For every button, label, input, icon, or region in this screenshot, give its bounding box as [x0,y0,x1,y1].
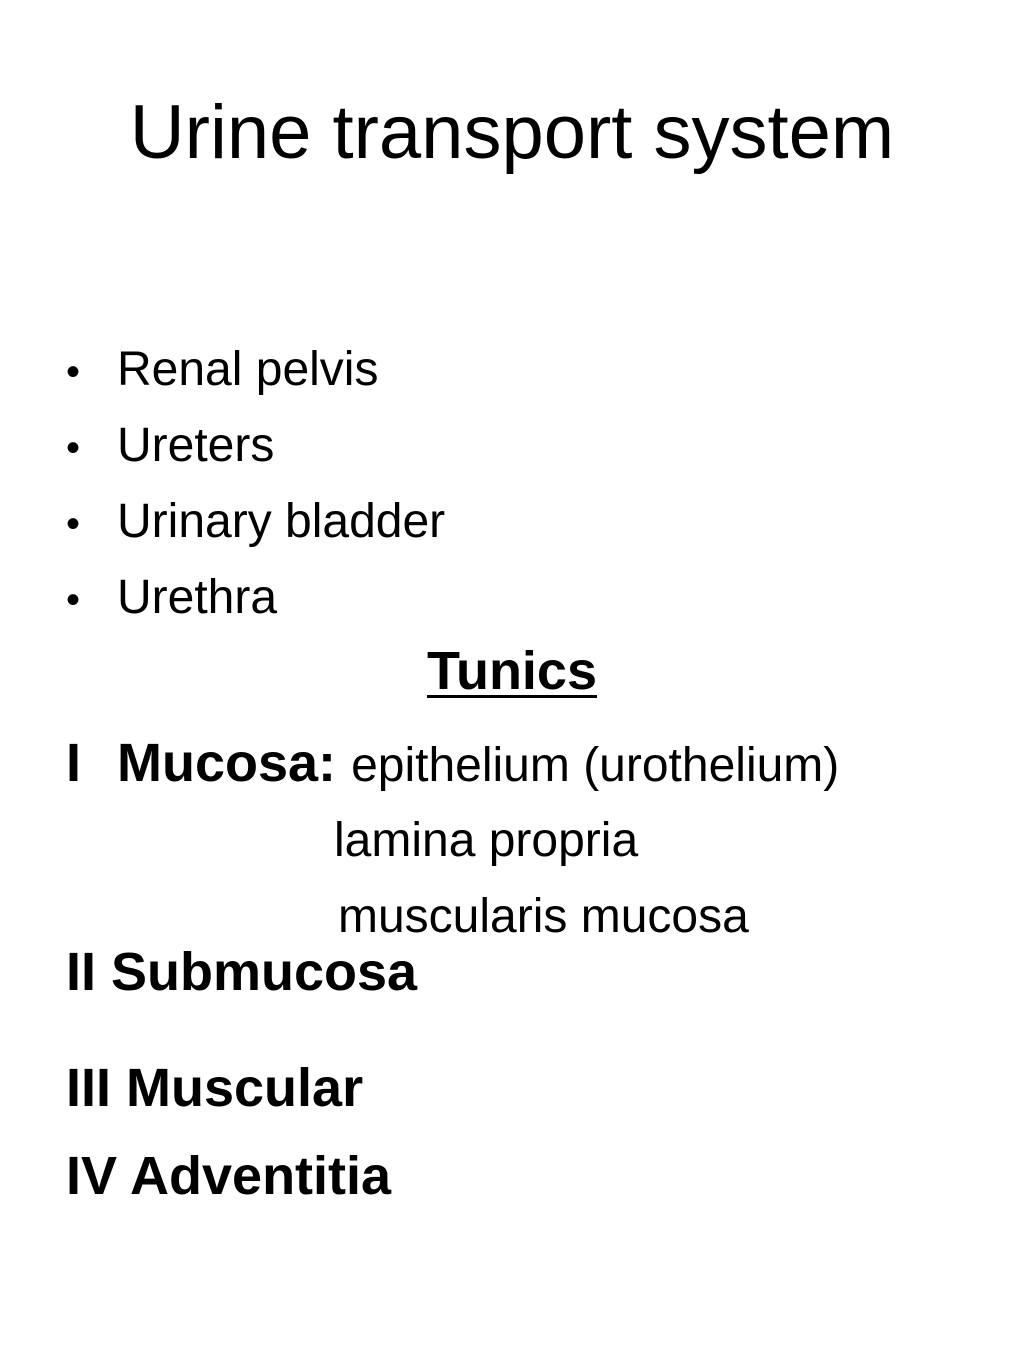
bullet-icon: • [66,578,81,622]
list-item [66,332,445,408]
tunics-heading: Tunics [426,641,597,701]
tunic-muscular: III Muscular [66,1058,364,1118]
list-item-text: Renal pelvis [117,343,379,396]
tunic-submucosa: II Submucosa [66,942,418,1002]
bullet-list [66,332,445,636]
bullet-icon: • [66,502,81,546]
tunic-adventitia: IV Adventitia [66,1146,392,1206]
list-item [66,408,445,484]
mucosa-line [66,728,839,801]
bullet-icon: • [66,426,81,470]
mucosa-label: Mucosa: [117,733,337,793]
mucosa-layer-lamina-propria: lamina propria [334,814,639,867]
slide-title: Urine transport system [129,90,895,175]
list-item [66,560,445,636]
mucosa-layer-muscularis-mucosa: muscularis mucosa [338,890,749,943]
mucosa-layer-epithelium: epithelium (urothelium) [351,739,840,792]
list-item-text: Urinary bladder [117,495,446,548]
list-item-text: Ureters [117,419,275,472]
bullet-icon: • [66,350,81,394]
list-item-text: Urethra [117,571,278,624]
mucosa-numeral: I [66,733,82,793]
list-item [66,484,445,560]
